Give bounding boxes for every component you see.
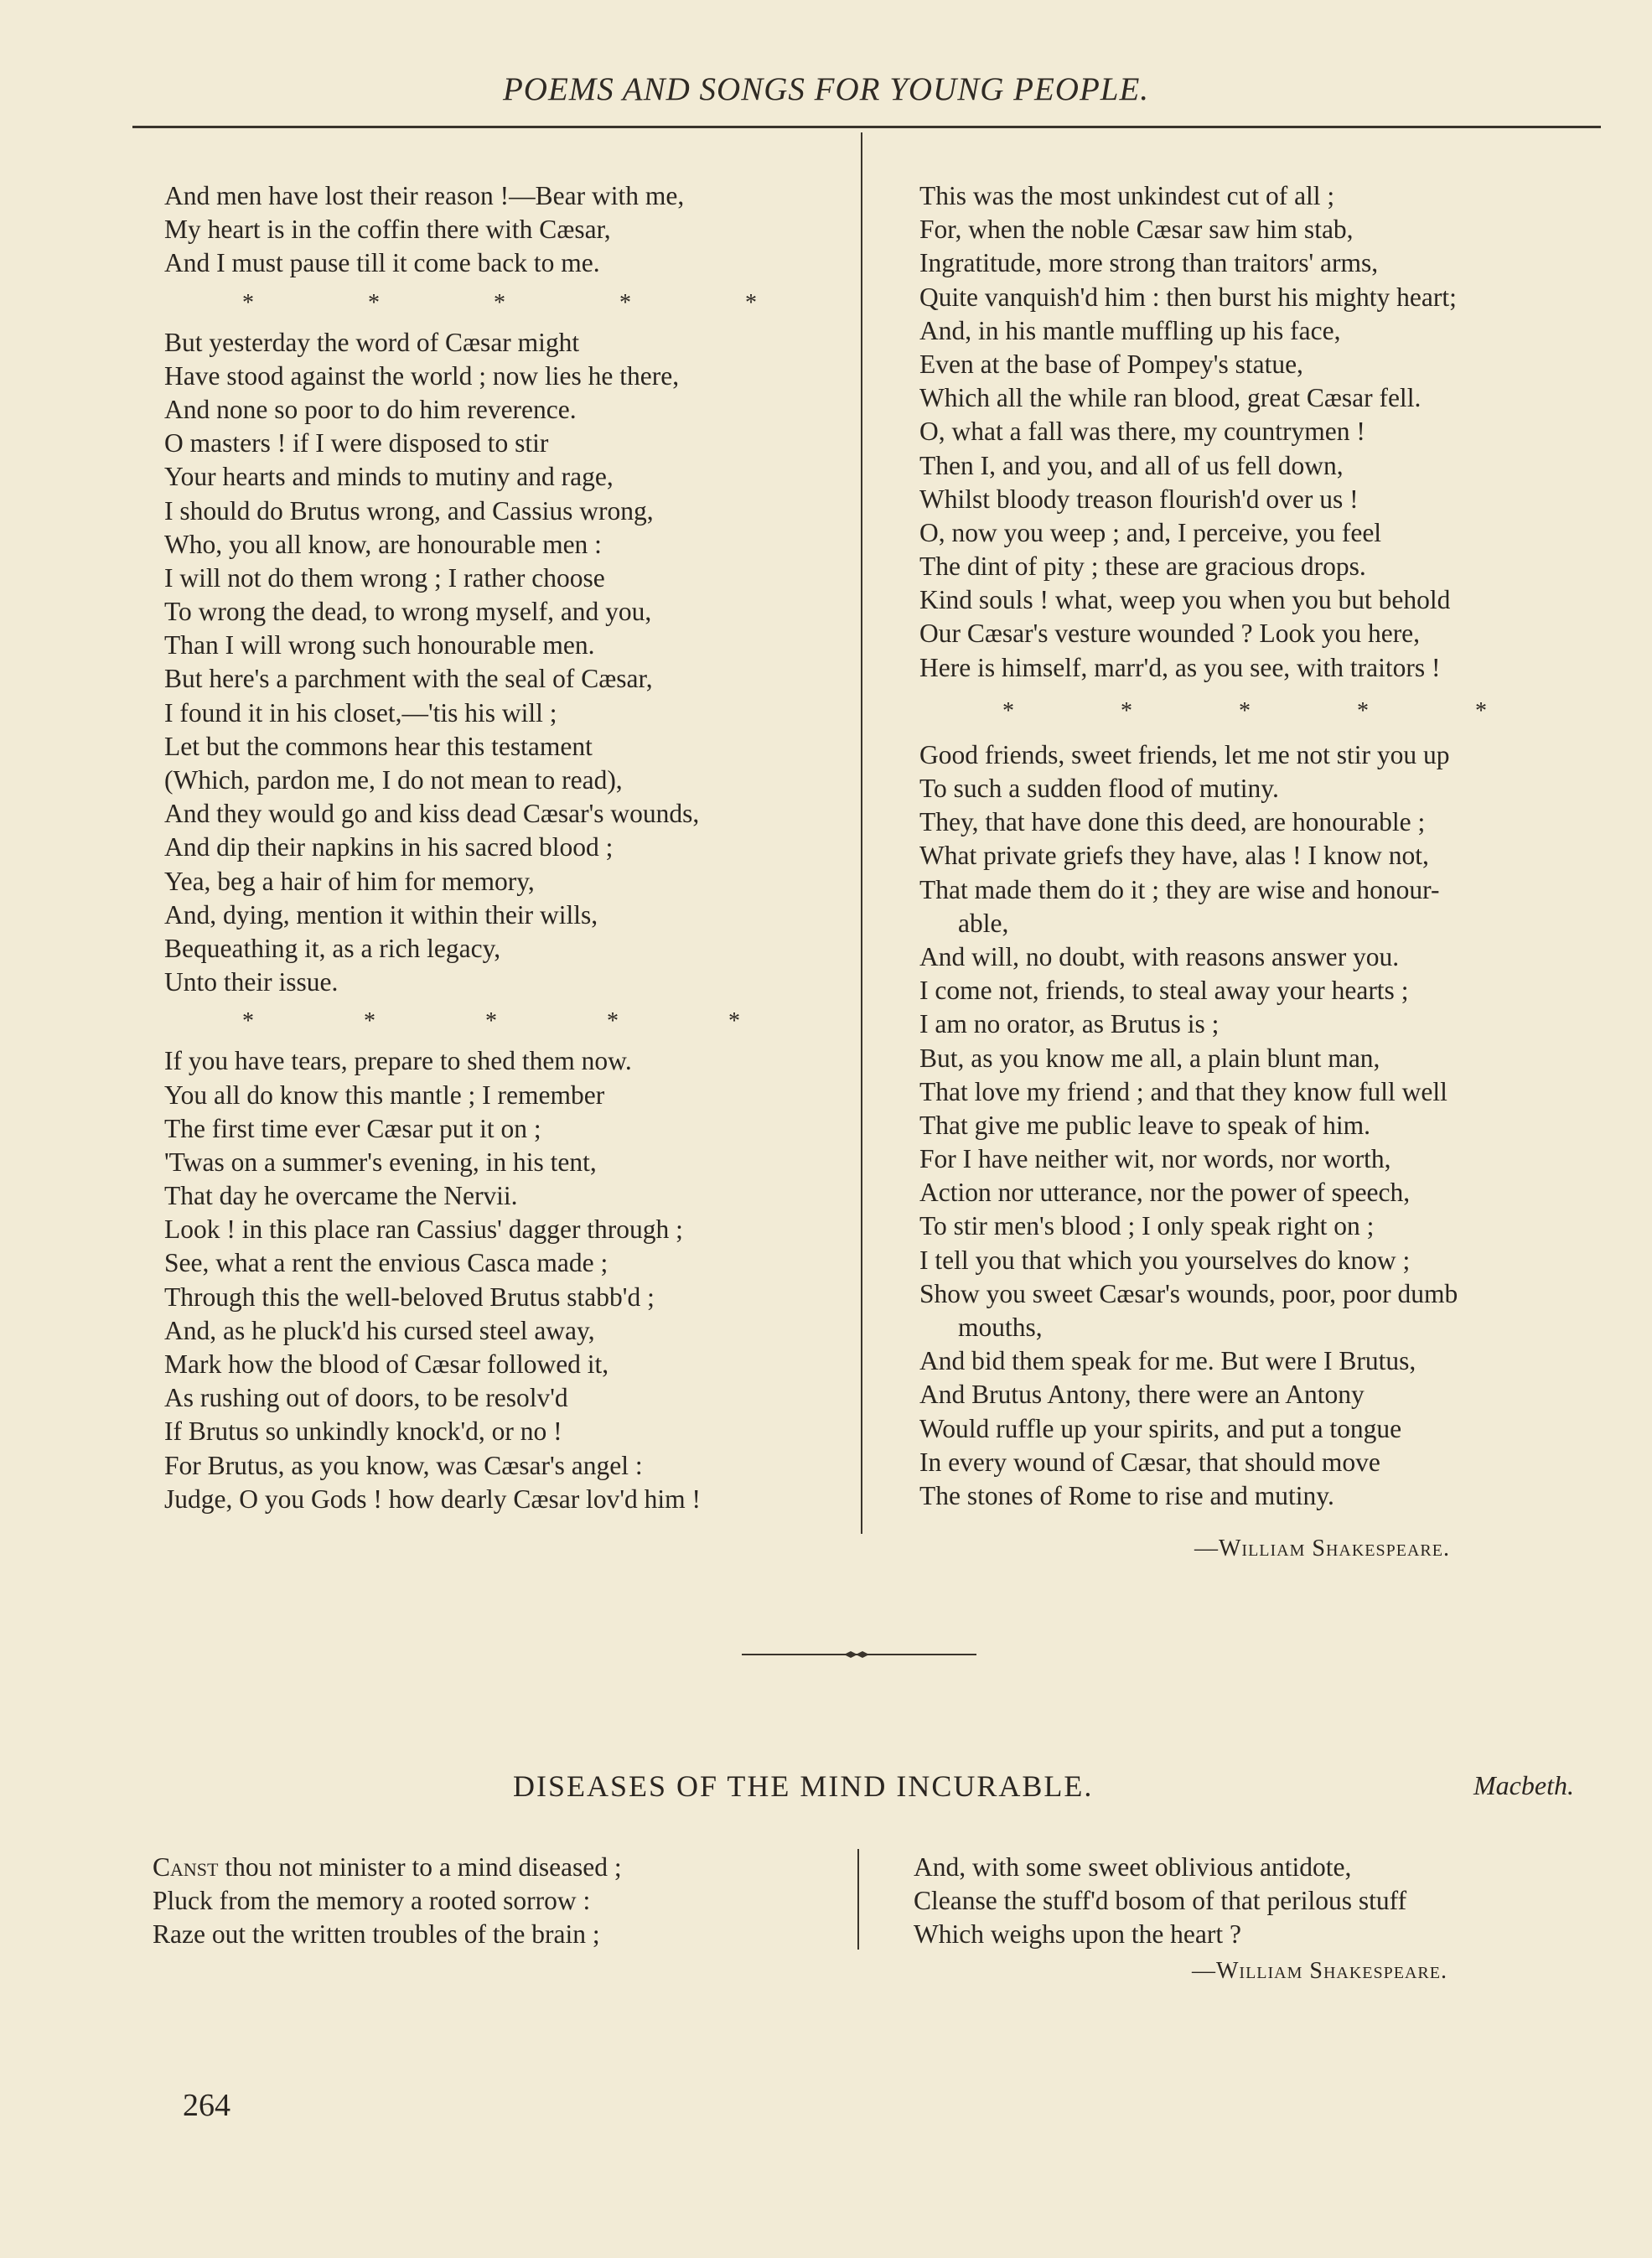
verse-line: This was the most unkindest cut of all ; [919,181,1335,210]
verse-line: Ingratitude, more strong than traitors' arms, [919,248,1379,278]
stanza-break [919,685,1607,738]
column-divider [857,1849,859,1950]
verse-line: Judge, O you Gods ! how dearly Cæsar lov'd him ! [164,1484,701,1514]
asterisk: * [619,289,631,316]
verse-line: Yea, beg a hair of him for memory, [164,866,535,896]
verse-line: Whilst bloody treason flourish'd over us ! [919,484,1359,514]
verse-line: That day he overcame the Nervii. [164,1181,518,1211]
verse-line: Let but the commons hear this testament [164,731,593,761]
verse-line: And, dying, mention it within their wills, [164,899,598,930]
verse-line: Bequeathing it, as a rich legacy, [164,933,501,963]
verse-line: But, as you know me all, a plain blunt man, [919,1043,1380,1073]
verse-line: Which weighs upon the heart ? [914,1919,1241,1950]
verse-line: Cleanse the stuff'd bosom of that perilous stuff [914,1886,1407,1916]
right-column [919,179,1607,1513]
verse-line: But yesterday the word of Cæsar might [164,327,580,357]
asterisk: * [242,1008,254,1035]
verse-line: And Brutus Antony, there were an Antony [919,1380,1365,1410]
verse-line: In every wound of Cæsar, that should move [919,1447,1380,1477]
verse-line: Have stood against the world ; now lies he there, [164,360,680,391]
verse-line: (Which, pardon me, I do not mean to read), [164,765,623,795]
verse-line: For Brutus, as you know, was Cæsar's angel : [164,1450,643,1480]
verse-line: O, what a fall was there, my countrymen ! [919,417,1365,447]
verse-line: Which all the while ran blood, great Cæsar fell. [919,383,1422,413]
verse-line: As rushing out of doors, to be resolv'd [164,1383,568,1413]
asterisk: * [242,289,254,316]
verse-line: To such a sudden flood of mutiny. [919,774,1279,803]
verse-line: For, when the noble Cæsar saw him stab, [919,215,1354,245]
verse-line: I found it in his closet,—'tis his will ; [164,697,557,728]
asterisk: * [1357,697,1369,724]
stanza-break [164,281,843,326]
verse-line: I will not do them wrong ; I rather choose [164,562,605,593]
attribution: —William Shakespeare. [1192,1958,1447,1984]
verse-line: The dint of pity ; these are gracious drops. [919,552,1366,582]
verse-line: Our Cæsar's vesture wounded ? Look you here, [919,619,1421,649]
column-divider [861,132,862,1534]
verse-line: And, as he pluck'd his cursed steel away, [164,1315,595,1345]
verse-line: Than I will wrong such honourable men. [164,630,595,660]
verse-line: Good friends, sweet friends, let me not stir you up [919,739,1450,769]
verse-line: For I have neither wit, nor words, nor worth, [919,1144,1391,1174]
asterisk: * [728,1008,740,1035]
verse-line: Would ruffle up your spirits, and put a tongue [919,1413,1402,1443]
verse-line: 'Twas on a summer's evening, in his tent, [164,1147,597,1177]
ornamental-rule [742,1649,976,1660]
asterisk: * [745,289,757,316]
verse-line: Your hearts and minds to mutiny and rage, [164,462,614,492]
verse-line: You all do know this mantle ; I remember [164,1080,605,1110]
running-title: POEMS AND SONGS FOR YOUNG PEOPLE. [502,71,1150,107]
verse-line: See, what a rent the envious Casca made ; [164,1248,608,1278]
verse-line: I should do Brutus wrong, and Cassius wrong, [164,495,654,526]
asterisk: * [1475,697,1487,724]
verse-line: I am no orator, as Brutus is ; [919,1009,1220,1039]
verse-line: My heart is in the coffin there with Cæsar, [164,215,611,245]
attribution: —William Shakespeare. [1194,1536,1450,1561]
asterisk: * [1121,697,1132,724]
verse-line: Raze out the written troubles of the brain ; [153,1919,600,1950]
poem-title: DISEASES OF THE MIND INCURABLE. [513,1769,1094,1803]
verse-line: The first time ever Cæsar put it on ; [164,1113,541,1143]
verse-line: Kind souls ! what, weep you when you but behold [919,585,1451,615]
stanza-break [164,999,843,1044]
verse-line: O, now you weep ; and, I perceive, you feel [919,517,1382,547]
verse-line: They, that have done this deed, are honourable ; [919,807,1426,837]
verse-line: If Brutus so unkindly knock'd, or no ! [164,1416,562,1447]
verse-line: And will, no doubt, with reasons answer you. [919,941,1400,971]
asterisk: * [368,289,380,316]
verse-line: And I must pause till it come back to me. [164,248,600,278]
verse-line: That love my friend ; and that they know full well [919,1076,1447,1106]
left-column [164,179,843,1516]
verse-line-continuation: mouths, [958,1313,1043,1342]
verse-line: O masters ! if I were disposed to stir [164,428,549,458]
lead-word: Canst [153,1852,219,1882]
verse-line: To wrong the dead, to wrong myself, and you, [164,597,652,627]
verse-line: The stones of Rome to rise and mutiny. [919,1480,1334,1510]
verse-line: Look ! in this place ran Cassius' dagger through ; [164,1214,683,1245]
verse-line: I come not, friends, to steal away your hearts ; [919,976,1409,1006]
poem-right-column [914,1851,1601,1952]
asterisk: * [607,1008,619,1035]
asterisk: * [1239,697,1251,724]
verse-line: What private griefs they have, alas ! I know not, [919,841,1429,871]
verse-line: Through this the well-beloved Brutus stabb'd ; [164,1282,655,1312]
asterisk: * [364,1008,375,1035]
verse-line: And none so poor to do him reverence. [164,394,577,424]
asterisk: * [1002,697,1014,724]
asterisk: * [494,289,505,316]
poem-source: Macbeth. [1473,1770,1574,1800]
verse-line: Quite vanquish'd him : then burst his mighty heart; [919,282,1457,312]
verse-line: If you have tears, prepare to shed them now. [164,1046,632,1076]
verse-line: Who, you all know, are honourable men : [164,529,602,559]
verse-line: I tell you that which you yourselves do know ; [919,1245,1411,1275]
verse-line: And men have lost their reason !—Bear with me, [164,181,685,210]
verse-line-continuation: able, [958,908,1009,938]
verse-line: And dip their napkins in his sacred blood ; [164,832,614,862]
header-rule [132,126,1601,128]
page-number: 264 [183,2088,230,2123]
verse-line [153,1851,840,1884]
verse-text: thou not minister to a mind diseased ; [218,1852,622,1882]
verse-line: Unto their issue. [164,967,339,997]
verse-line: That made them do it ; they are wise and honour- [919,874,1440,904]
poem-left-column [153,1851,840,1952]
verse-line: And, in his mantle muffling up his face, [919,315,1341,345]
verse-line: And, with some sweet oblivious antidote, [914,1852,1352,1882]
verse-line: Show you sweet Cæsar's wounds, poor, poor dumb [919,1278,1458,1308]
verse-line: To stir men's blood ; I only speak right on ; [919,1211,1375,1241]
verse-line: Here is himself, marr'd, as you see, with traitors ! [919,652,1441,682]
verse-line: But here's a parchment with the seal of Cæsar, [164,664,653,694]
verse-line: Even at the base of Pompey's statue, [919,349,1303,379]
verse-line: And they would go and kiss dead Cæsar's wounds, [164,799,700,829]
verse-line: Mark how the blood of Cæsar followed it, [164,1349,609,1379]
verse-line: Action nor utterance, nor the power of speech, [919,1178,1411,1208]
asterisk: * [485,1008,497,1035]
verse-line: Pluck from the memory a rooted sorrow : [153,1886,591,1916]
verse-line: Then I, and you, and all of us fell down, [919,450,1344,480]
verse-line: That give me public leave to speak of him. [919,1110,1370,1140]
verse-line: And bid them speak for me. But were I Brutus, [919,1346,1416,1376]
